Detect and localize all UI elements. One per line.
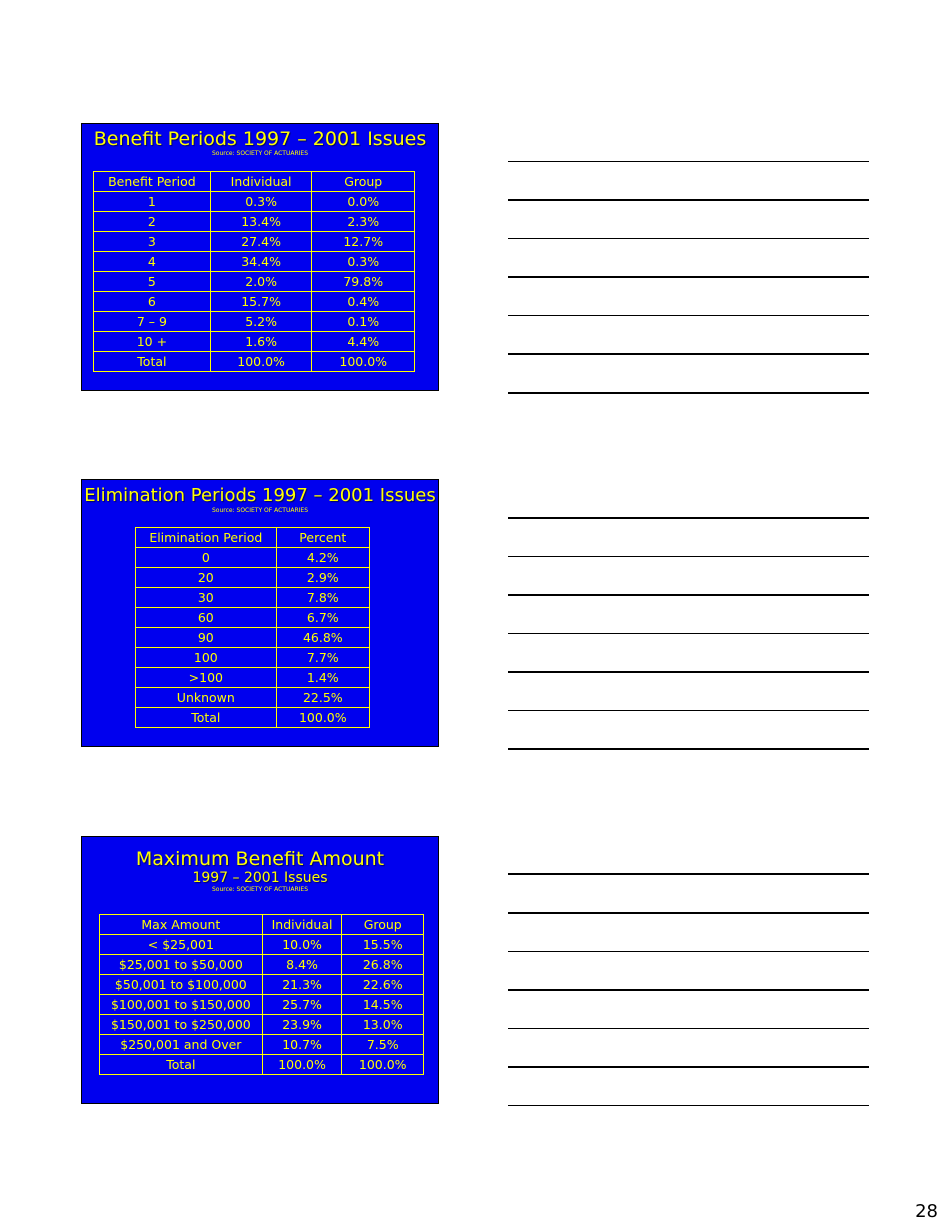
table-cell: 21.3% bbox=[262, 975, 342, 995]
table-row bbox=[94, 352, 415, 372]
note-line bbox=[508, 556, 869, 557]
table-cell: 100.0% bbox=[262, 1055, 342, 1075]
column-header: Max Amount bbox=[100, 915, 263, 935]
table-row bbox=[136, 588, 370, 608]
table-cell: 25.7% bbox=[262, 995, 342, 1015]
note-line bbox=[508, 1028, 869, 1029]
table-cell: 5.2% bbox=[210, 312, 312, 332]
note-line bbox=[508, 315, 869, 316]
column-header: Group bbox=[312, 172, 415, 192]
note-line bbox=[508, 161, 869, 162]
table-cell: 14.5% bbox=[342, 995, 424, 1015]
table-cell: 7.5% bbox=[342, 1035, 424, 1055]
table-cell: 12.7% bbox=[312, 232, 415, 252]
table-cell: 6.7% bbox=[276, 608, 369, 628]
note-line bbox=[508, 912, 869, 914]
table-cell: 5 bbox=[94, 272, 211, 292]
note-line bbox=[508, 633, 869, 634]
note-line bbox=[508, 710, 869, 711]
benefit-periods-table bbox=[93, 171, 415, 372]
table-cell: 0.3% bbox=[210, 192, 312, 212]
table-cell: 0.4% bbox=[312, 292, 415, 312]
table-cell: 27.4% bbox=[210, 232, 312, 252]
note-line bbox=[508, 1066, 869, 1068]
table-cell: Unknown bbox=[136, 688, 277, 708]
table-row bbox=[100, 1055, 424, 1075]
table-cell: 22.6% bbox=[342, 975, 424, 995]
table-cell: 2.3% bbox=[312, 212, 415, 232]
table-cell: 26.8% bbox=[342, 955, 424, 975]
table-cell: 100.0% bbox=[276, 708, 369, 728]
source-note: Source: SOCIETY OF ACTUARIES bbox=[211, 886, 309, 893]
table-row bbox=[94, 332, 415, 352]
table-row bbox=[136, 648, 370, 668]
table-row bbox=[94, 292, 415, 312]
table-header-row bbox=[136, 528, 370, 548]
table-row bbox=[100, 1015, 424, 1035]
table-cell: 1.6% bbox=[210, 332, 312, 352]
source-note: Source: SOCIETY OF ACTUARIES bbox=[211, 150, 309, 157]
table-cell: 90 bbox=[136, 628, 277, 648]
table-row bbox=[94, 272, 415, 292]
table-cell: Total bbox=[136, 708, 277, 728]
table-cell: 15.5% bbox=[342, 935, 424, 955]
table-cell: 46.8% bbox=[276, 628, 369, 648]
note-line bbox=[508, 671, 869, 673]
table-cell: 100 bbox=[136, 648, 277, 668]
note-line bbox=[508, 517, 869, 519]
column-header: Group bbox=[342, 915, 424, 935]
table-cell: 100.0% bbox=[342, 1055, 424, 1075]
table-cell: 15.7% bbox=[210, 292, 312, 312]
slide-title: Elimination Periods 1997 – 2001 Issues bbox=[84, 485, 436, 506]
table-cell: 60 bbox=[136, 608, 277, 628]
table-row bbox=[94, 212, 415, 232]
table-cell: 100.0% bbox=[312, 352, 415, 372]
table-cell: 2.9% bbox=[276, 568, 369, 588]
table-row bbox=[136, 688, 370, 708]
table-cell: Total bbox=[94, 352, 211, 372]
table-cell: $50,001 to $100,000 bbox=[100, 975, 263, 995]
note-line bbox=[508, 989, 869, 991]
table-cell: 3 bbox=[94, 232, 211, 252]
table-header-row bbox=[94, 172, 415, 192]
note-line bbox=[508, 873, 869, 875]
slide-subtitle: 1997 – 2001 Issues bbox=[192, 870, 328, 886]
table-row bbox=[136, 668, 370, 688]
table-row bbox=[100, 975, 424, 995]
table-cell: 2.0% bbox=[210, 272, 312, 292]
table-row bbox=[136, 608, 370, 628]
table-cell: 34.4% bbox=[210, 252, 312, 272]
table-row bbox=[94, 192, 415, 212]
table-row bbox=[136, 708, 370, 728]
table-row bbox=[136, 548, 370, 568]
table-cell: 10.7% bbox=[262, 1035, 342, 1055]
elimination-periods-table bbox=[135, 527, 370, 728]
table-cell: 8.4% bbox=[262, 955, 342, 975]
slide-maximum-benefit-amount bbox=[81, 836, 439, 1104]
table-cell: Total bbox=[100, 1055, 263, 1075]
source-note: Source: SOCIETY OF ACTUARIES bbox=[211, 507, 309, 514]
table-cell: 4 bbox=[94, 252, 211, 272]
note-line bbox=[508, 276, 869, 278]
maximum-benefit-table bbox=[99, 914, 424, 1075]
table-cell: 10.0% bbox=[262, 935, 342, 955]
table-cell: 4.2% bbox=[276, 548, 369, 568]
column-header: Elimination Period bbox=[136, 528, 277, 548]
table-cell: 0.0% bbox=[312, 192, 415, 212]
table-cell: 23.9% bbox=[262, 1015, 342, 1035]
note-line bbox=[508, 594, 869, 596]
column-header: Benefit Period bbox=[94, 172, 211, 192]
table-cell: 1 bbox=[94, 192, 211, 212]
note-line bbox=[508, 238, 869, 239]
table-cell: 7.8% bbox=[276, 588, 369, 608]
note-line bbox=[508, 951, 869, 952]
table-row bbox=[136, 628, 370, 648]
table-cell: 20 bbox=[136, 568, 277, 588]
slide-benefit-periods bbox=[81, 123, 439, 391]
page-number: 28 bbox=[915, 1201, 938, 1222]
table-cell: 0.1% bbox=[312, 312, 415, 332]
table-cell: $25,001 to $50,000 bbox=[100, 955, 263, 975]
note-line bbox=[508, 392, 869, 394]
note-line bbox=[508, 748, 869, 750]
table-cell: 0 bbox=[136, 548, 277, 568]
table-cell: < $25,001 bbox=[100, 935, 263, 955]
table-row bbox=[100, 955, 424, 975]
note-line bbox=[508, 353, 869, 355]
table-cell: 13.0% bbox=[342, 1015, 424, 1035]
table-cell: 13.4% bbox=[210, 212, 312, 232]
table-cell: 0.3% bbox=[312, 252, 415, 272]
slide-elimination-periods bbox=[81, 479, 439, 747]
table-cell: 30 bbox=[136, 588, 277, 608]
table-cell: 4.4% bbox=[312, 332, 415, 352]
column-header: Percent bbox=[276, 528, 369, 548]
table-cell: 6 bbox=[94, 292, 211, 312]
table-row bbox=[94, 232, 415, 252]
note-line bbox=[508, 199, 869, 201]
table-cell: $100,001 to $150,000 bbox=[100, 995, 263, 1015]
table-row bbox=[100, 1035, 424, 1055]
slide-title: Benefit Periods 1997 – 2001 Issues bbox=[93, 128, 427, 150]
column-header: Individual bbox=[210, 172, 312, 192]
column-header: Individual bbox=[262, 915, 342, 935]
note-line bbox=[508, 1105, 869, 1106]
table-cell: 1.4% bbox=[276, 668, 369, 688]
table-cell: 79.8% bbox=[312, 272, 415, 292]
slide-title: Maximum Benefit Amount bbox=[135, 848, 385, 870]
table-cell: 7.7% bbox=[276, 648, 369, 668]
table-cell: >100 bbox=[136, 668, 277, 688]
table-cell: $150,001 to $250,000 bbox=[100, 1015, 263, 1035]
table-row bbox=[100, 935, 424, 955]
table-header-row bbox=[100, 915, 424, 935]
table-cell: $250,001 and Over bbox=[100, 1035, 263, 1055]
table-row bbox=[94, 252, 415, 272]
table-row bbox=[100, 995, 424, 1015]
table-cell: 10 + bbox=[94, 332, 211, 352]
table-row bbox=[136, 568, 370, 588]
table-row bbox=[94, 312, 415, 332]
table-cell: 100.0% bbox=[210, 352, 312, 372]
table-cell: 7 – 9 bbox=[94, 312, 211, 332]
table-cell: 22.5% bbox=[276, 688, 369, 708]
table-cell: 2 bbox=[94, 212, 211, 232]
